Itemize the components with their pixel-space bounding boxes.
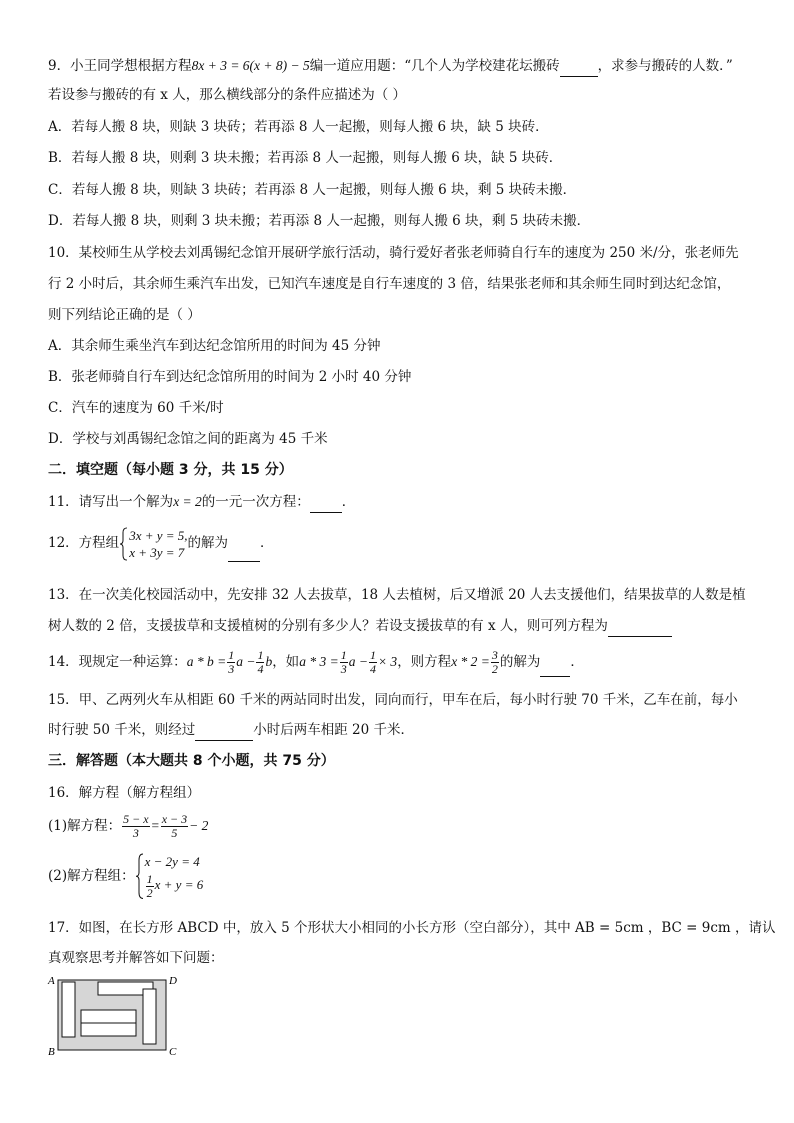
fraction-denominator: 2 [491, 662, 498, 676]
q11-condition: x = 2 [173, 494, 202, 509]
q14-equation-intro: ，则方程 [397, 654, 452, 670]
q14-line [48, 648, 584, 677]
q12-system [119, 527, 187, 561]
q13-line2 [48, 616, 672, 637]
fraction-denominator: 3 [132, 826, 139, 840]
q16-part1 [48, 810, 208, 842]
q16-system-fraction [146, 873, 154, 900]
q16-title: 16．解方程（解方程组） [48, 785, 201, 801]
q9-option-a[interactable]: A．若每人搬 8 块，则缺 3 块砖；若再添 8 人一起搬，则每人搬 6 块，缺 5 块砖． [48, 119, 549, 135]
fraction-denominator: 4 [369, 662, 376, 676]
q14-term: b [265, 654, 273, 669]
q11-stem: 11．请写出一个解为 [48, 494, 174, 510]
q10-option-a[interactable]: A．其余师生乘坐汽车到达纪念馆所用的时间为 45 分钟 [48, 338, 381, 354]
fraction-denominator: 2 [146, 885, 153, 900]
q10-line2: 行 2 小时后，其余师生乘汽车出发，已知汽车速度是自行车速度的 3 倍，结果张老师和其余师生同时到达纪念馆， [48, 276, 731, 292]
q13-answer-blank[interactable] [608, 616, 672, 637]
fraction-numerator: 1 [340, 648, 347, 662]
section-fill-in-heading: 二．填空题（每小题 3 分，共 15 分） [48, 462, 293, 478]
q12-end: ． [260, 535, 274, 551]
fraction-numerator: 3 [491, 648, 498, 662]
q12-stem-cont: 的解为 [187, 535, 229, 551]
q10-line3: 则下列结论正确的是（ ） [48, 307, 201, 323]
q13-line1: 13．在一次美化校园活动中，先安排 32 人去拔草，18 人去植树，后又增派 20 人去支援他们，结果拔草的人数是植 [48, 587, 746, 603]
q10-option-c[interactable]: C．汽车的速度为 60 千米/时 [48, 400, 224, 416]
q14-fraction-1 [227, 649, 235, 676]
q14-fraction-4 [369, 649, 377, 676]
q12-answer-blank[interactable] [228, 525, 260, 562]
q11-stem-cont: 的一元一次方程： [201, 494, 310, 510]
q16-part2 [48, 852, 203, 900]
q10-option-b[interactable]: B．张老师骑自行车到达纪念馆所用的时间为 2 小时 40 分钟 [48, 369, 412, 385]
q14-fraction-5 [491, 649, 499, 676]
q14-term: a − [236, 654, 256, 669]
vertex-label-c: C [169, 1046, 177, 1058]
rectangle-figure [46, 972, 186, 1060]
vertex-label-b: B [48, 1046, 55, 1058]
q16-fraction-right [161, 813, 188, 840]
q14-end: ． [570, 654, 584, 670]
q14-equation-lhs: x * 2 = [451, 654, 490, 669]
q16-tail: − 2 [189, 818, 209, 833]
fraction-numerator: 1 [146, 871, 153, 886]
q9-option-d[interactable]: D．若每人搬 8 块，则剩 3 块未搬；若再添 8 人一起搬，则每人搬 6 块，剩 5 块砖未搬． [48, 213, 591, 229]
q9-equation: 8x + 3 = 6(x + 8) − 5 [191, 58, 310, 73]
q16-fraction-left [122, 813, 149, 840]
q14-example-intro: ，如 [272, 654, 300, 670]
q10-option-d[interactable]: D．学校与刘禹锡纪念馆之间的距离为 45 千米 [48, 431, 328, 447]
vertex-label-a: A [48, 975, 55, 987]
q15-answer-blank[interactable] [195, 720, 253, 741]
fraction-numerator: 1 [228, 648, 235, 662]
fraction-numerator: x − 3 [161, 812, 188, 826]
q9-stem-end: ，求参与搬砖的人数．” [597, 58, 733, 74]
q11-answer-blank[interactable] [310, 492, 342, 513]
fraction-denominator: 4 [257, 662, 264, 676]
fraction-denominator: 3 [228, 662, 235, 676]
vertex-label-d: D [169, 975, 177, 987]
q14-term: a − [348, 654, 368, 669]
q15-stem-cont: 小时后两车相距 20 千米． [253, 722, 415, 738]
small-rectangle [143, 989, 156, 1044]
q14-fraction-2 [256, 649, 264, 676]
q9-blank [560, 56, 598, 77]
q9-line1 [48, 56, 733, 77]
q12-stem: 12．方程组 [48, 535, 120, 551]
q14-term: × 3 [377, 654, 398, 669]
q13-stem: 树人数的 2 倍，支援拔草和支援植树的分别有多少人？若设支援拔草的有 x 人，则可列方程为 [48, 618, 608, 634]
q14-stem-cont: 的解为 [499, 654, 541, 670]
left-brace-icon [135, 853, 144, 900]
fraction-denominator: 5 [171, 826, 178, 840]
fraction-numerator: 5 − x [123, 812, 149, 826]
q17-line2: 真观察思考并解答如下问题： [48, 950, 224, 966]
left-brace-icon [119, 527, 128, 561]
q14-example-lhs: a * 3 = [299, 654, 339, 669]
q17-line1: 17．如图，在长方形 ABCD 中，放入 5 个形状大小相同的小长方形（空白部分），其中 AB = 5cm ，BC = 9cm ，请认 [48, 920, 776, 936]
q15-line2 [48, 720, 414, 741]
q14-stem: 14．现规定一种运算： [48, 654, 187, 670]
q9-option-c[interactable]: C．若每人搬 8 块，则缺 3 块砖；若再添 8 人一起搬，则每人搬 6 块，剩 5 块砖未搬． [48, 182, 577, 198]
q12-line [48, 525, 274, 562]
fraction-denominator: 3 [340, 662, 347, 676]
q9-line2: 若设参与搬砖的有 x 人，那么横线部分的条件应描述为（ ） [48, 87, 406, 103]
fraction-numerator: 1 [257, 648, 264, 662]
small-rectangle [81, 1023, 136, 1036]
q16-part2-label: (2)解方程组： [48, 868, 135, 884]
q14-fraction-3 [340, 649, 348, 676]
q16-equals: = [150, 818, 160, 833]
small-rectangle [81, 1010, 136, 1023]
section-solve-heading: 三．解答题（本大题共 8 个小题，共 75 分） [48, 753, 335, 769]
q14-definition-lhs: a * b = [186, 654, 227, 669]
q9-stem-cont: 编一道应用题：“几个人为学校建花坛搬砖 [309, 58, 560, 74]
q16-system [135, 853, 204, 900]
small-rectangle [62, 982, 75, 1037]
q12-equation-2: x + 3y = 7 [129, 544, 185, 560]
q11-end: ． [341, 494, 356, 510]
q14-answer-blank[interactable] [540, 648, 570, 677]
q12-equation-1: 3x + y = 5, [129, 527, 188, 543]
q15-stem: 时行驶 50 千米，则经过 [48, 722, 196, 738]
q16-part1-label: (1)解方程： [48, 818, 122, 834]
q10-line1: 10．某校师生从学校去刘禹锡纪念馆开展研学旅行活动，骑行爱好者张老师骑自行车的速度为 250 米/分，张老师先 [48, 245, 739, 261]
q16-system-eq2-tail: x + y = 6 [154, 877, 204, 893]
fraction-numerator: 1 [369, 648, 376, 662]
q11-line [48, 492, 355, 513]
q9-stem: 9．小王同学想根据方程 [48, 58, 192, 74]
q16-system-equation-1: x − 2y = 4 [144, 854, 200, 870]
q9-option-b[interactable]: B．若每人搬 8 块，则剩 3 块未搬；若再添 8 人一起搬，则每人搬 6 块，缺 5 块砖． [48, 150, 563, 166]
q16-system-equation-2 [145, 871, 204, 900]
q15-line1: 15．甲、乙两列火车从相距 60 千米的两站同时出发，同向而行，甲车在后，每小时行驶 70 千米，乙车在前，每小 [48, 692, 738, 708]
